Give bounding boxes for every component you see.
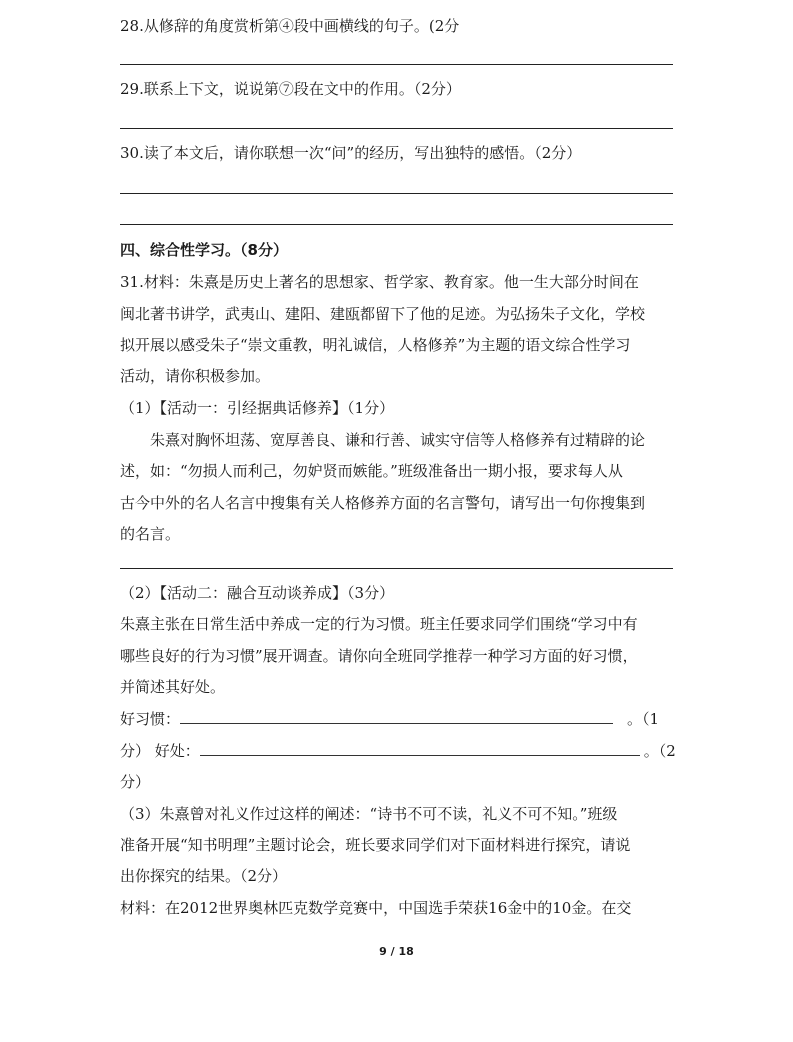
question-29: 29.联系上下文，说说第⑦段在文中的作用。（2分）: [120, 80, 461, 98]
activity-3-line-2: 准备开展“知书明理”主题讨论会，班长要求同学们对下面材料进行探究，请说: [120, 836, 631, 854]
activity-2-line-3: 并简述其好处。: [120, 678, 226, 696]
q31-line-4: 活动，请你积极参加。: [120, 367, 271, 385]
q31-line-3: 拟开展以感受朱子“崇文重教，明礼诚信，人格修养”为主题的语文综合性学习: [120, 336, 631, 354]
activity-1-line-1: 朱熹对胸怀坦荡、宽厚善良、谦和行善、诚实守信等人格修养有过精辟的论: [150, 431, 646, 449]
section-4-heading: 四、综合性学习。（8分）: [120, 241, 288, 259]
activity-2-title: （2）【活动二：融合互动谈养成】（3分）: [120, 584, 395, 602]
benefit-blank[interactable]: [200, 741, 640, 756]
answer-line-30a[interactable]: [120, 193, 673, 194]
activity-3-line-3: 出你探究的结果。（2分）: [120, 867, 288, 885]
page-number: 9 / 18: [379, 945, 414, 958]
habit-score: 。（1: [627, 710, 660, 728]
question-30: 30.读了本文后，请你联想一次“问”的经历，写出独特的感悟。（2分）: [120, 144, 582, 162]
habit-label: 好习惯：: [120, 710, 181, 728]
activity-1-line-4: 的名言。: [120, 525, 181, 543]
activity-1-title: （1）【活动一：引经据典话修养】（1分）: [120, 399, 395, 417]
benefit-label: 分） 好处：: [120, 742, 200, 760]
activity-1-line-2: 述，如：“勿损人而利己，勿妒贤而嫉能。”班级准备出一期小报，要求每人从: [120, 462, 623, 480]
material-line: 材料：在2012世界奥林匹克数学竞赛中，中国选手荣获16金中的10金。在交: [120, 899, 632, 917]
benefit-score: 。（2: [643, 742, 676, 760]
score-continuation: 分）: [120, 773, 151, 791]
activity-1-line-3: 古今中外的名人名言中搜集有关人格修养方面的名言警句，请写出一句你搜集到: [120, 494, 646, 512]
activity-2-line-2: 哪些良好的行为习惯”展开调查。请你向全班同学推荐一种学习方面的好习惯，: [120, 647, 638, 665]
answer-line-30b[interactable]: [120, 224, 673, 225]
habit-row: [120, 709, 659, 729]
activity-2-line-1: 朱熹主张在日常生活中养成一定的行为习惯。班主任要求同学们围绕“学习中有: [120, 615, 638, 633]
answer-line-28[interactable]: [120, 64, 673, 65]
benefit-row: [120, 741, 676, 761]
activity-3-line-1: （3）朱熹曾对礼义作过这样的阐述：“诗书不可不读，礼义不可不知。”班级: [120, 805, 618, 823]
q31-line-1: 31.材料：朱熹是历史上著名的思想家、哲学家、教育家。他一生大部分时间在: [120, 273, 639, 291]
answer-line-29[interactable]: [120, 128, 673, 129]
answer-line-activity-1[interactable]: [120, 568, 673, 569]
question-28: 28.从修辞的角度赏析第④段中画横线的句子。(2分: [120, 17, 460, 35]
habit-blank[interactable]: [180, 709, 613, 724]
q31-line-2: 闽北著书讲学，武夷山、建阳、建瓯都留下了他的足迹。为弘扬朱子文化，学校: [120, 305, 646, 323]
